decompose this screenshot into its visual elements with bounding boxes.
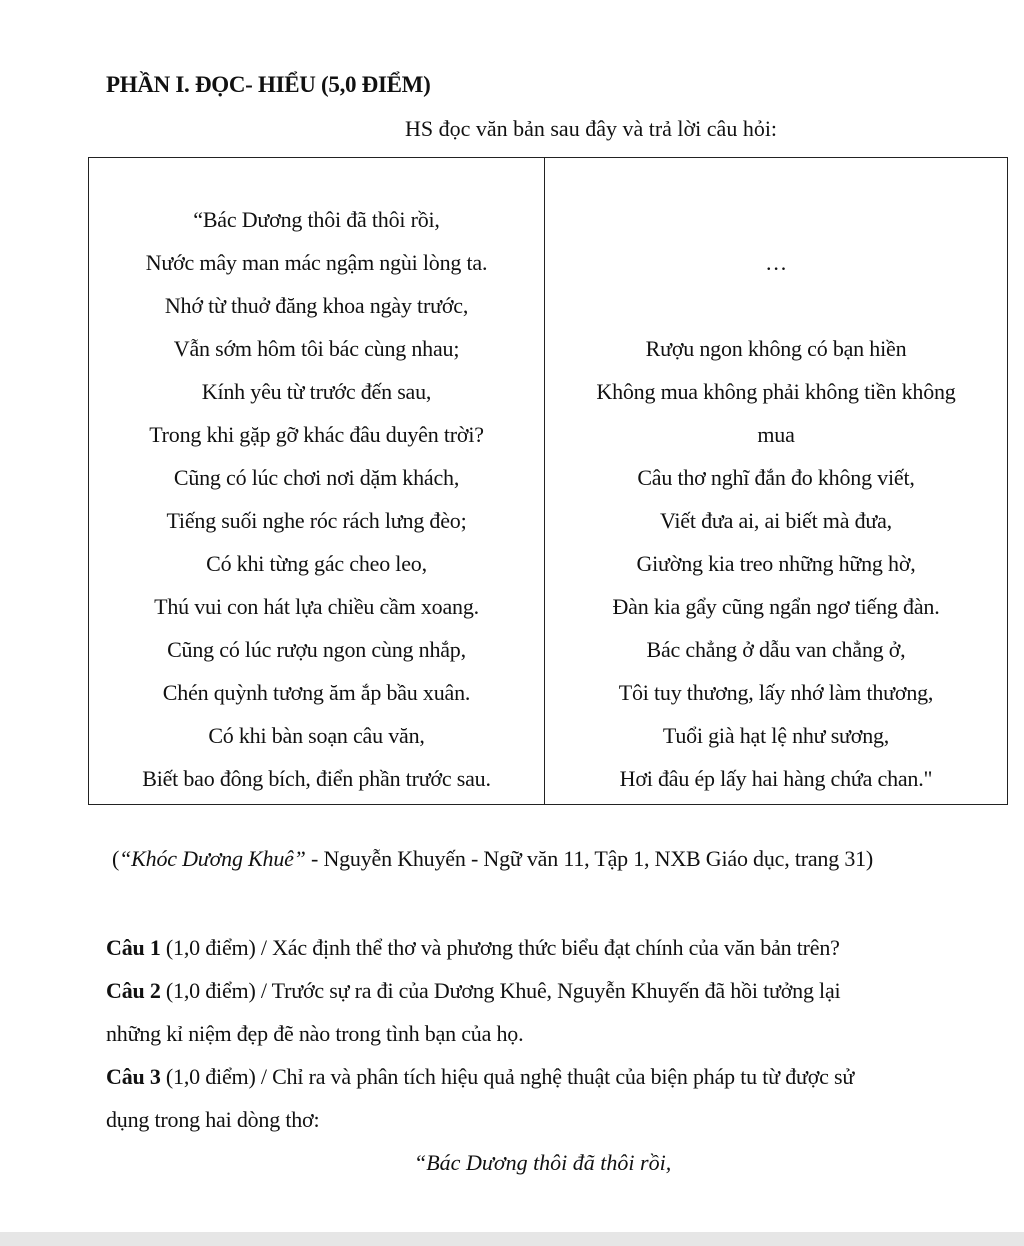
poem-line: Thú vui con hát lựa chiều cầm xoang. (154, 594, 479, 619)
poem-line: Kính yêu từ trước đến sau, (201, 379, 432, 404)
poem-line: Tuổi già hạt lệ như sương, (662, 723, 890, 748)
section-heading: PHẦN I. ĐỌC- HIỂU (5,0 ĐIỂM) (106, 72, 431, 97)
poem-table (88, 157, 1008, 805)
poem-line: Viết đưa ai, ai biết mà đưa, (660, 508, 892, 533)
source-details: - Nguyễn Khuyến - Ngữ văn 11, Tập 1, NXB Giáo dục, trang 31) (305, 846, 874, 871)
poem-line: Không mua không phải không tiền không (596, 379, 956, 404)
poem-right-column (545, 158, 1007, 804)
poem-line: Tiếng suối nghe róc rách lưng đèo; (166, 508, 467, 533)
question-label: Câu 1 (106, 935, 161, 960)
question-1 (106, 935, 840, 961)
question-label: Câu 3 (106, 1064, 161, 1089)
poem-line: Rượu ngon không có bạn hiền (645, 336, 907, 361)
poem-line: Hơi đâu ép lấy hai hàng chứa chan." (619, 766, 933, 791)
poem-line: Nhớ từ thuở đăng khoa ngày trước, (164, 293, 469, 318)
poem-line: Cũng có lúc rượu ngon cùng nhắp, (167, 637, 466, 662)
poem-source-citation (112, 846, 873, 872)
poem-line: “Bác Dương thôi đã thôi rồi, (193, 207, 440, 232)
poem-line: Chén quỳnh tương ăm ắp bầu xuân. (162, 680, 471, 705)
question-3-continued: dụng trong hai dòng thơ: (106, 1107, 320, 1132)
source-title: “Khóc Dương Khuê” (119, 846, 306, 871)
question-text: (1,0 điểm) / Chỉ ra và phân tích hiệu quả nghệ thuật của biện pháp tu từ được sử (160, 1064, 855, 1089)
poem-line: Có khi bàn soạn câu văn, (208, 723, 425, 748)
poem-line: Giường kia treo những hững hờ, (636, 551, 916, 576)
question-2-continued: những kỉ niệm đẹp đẽ nào trong tình bạn của họ. (106, 1021, 524, 1046)
question-text: (1,0 điểm) / Xác định thể thơ và phương thức biểu đạt chính của văn bản trên? (160, 935, 840, 960)
poem-line: Câu thơ nghĩ đắn đo không viết, (637, 465, 915, 490)
poem-line: Biết bao đông bích, điển phần trước sau. (142, 766, 491, 791)
stanza-gap (545, 284, 1007, 327)
poem-line: Trong khi gặp gỡ khác đâu duyên trời? (149, 422, 484, 447)
question-text: (1,0 điểm) / Trước sự ra đi của Dương Khuê, Nguyễn Khuyến đã hồi tưởng lại (160, 978, 841, 1003)
source-open-paren: ( (112, 846, 120, 871)
poem-ellipsis: … (765, 250, 787, 275)
poem-line: mua (757, 422, 795, 447)
poem-line: Tôi tuy thương, lấy nhớ làm thương, (618, 680, 934, 705)
poem-line: Bác chẳng ở dẫu van chẳng ở, (646, 637, 906, 662)
poem-line: Nước mây man mác ngậm ngùi lòng ta. (145, 250, 488, 275)
instruction-text: HS đọc văn bản sau đây và trả lời câu hỏi: (404, 116, 778, 141)
question-3 (106, 1064, 854, 1090)
poem-line: Vẫn sớm hôm tôi bác cùng nhau; (173, 336, 460, 361)
page-bottom-edge (0, 1232, 1024, 1246)
quoted-verse: “Bác Dương thôi đã thôi rồi, (414, 1150, 672, 1175)
poem-line: Có khi từng gác cheo leo, (206, 551, 427, 576)
question-2 (106, 978, 840, 1004)
poem-left-column (89, 158, 545, 804)
poem-line: Cũng có lúc chơi nơi dặm khách, (173, 465, 460, 490)
question-label: Câu 2 (106, 978, 161, 1003)
poem-line: Đàn kia gẩy cũng ngẩn ngơ tiếng đàn. (612, 594, 940, 619)
